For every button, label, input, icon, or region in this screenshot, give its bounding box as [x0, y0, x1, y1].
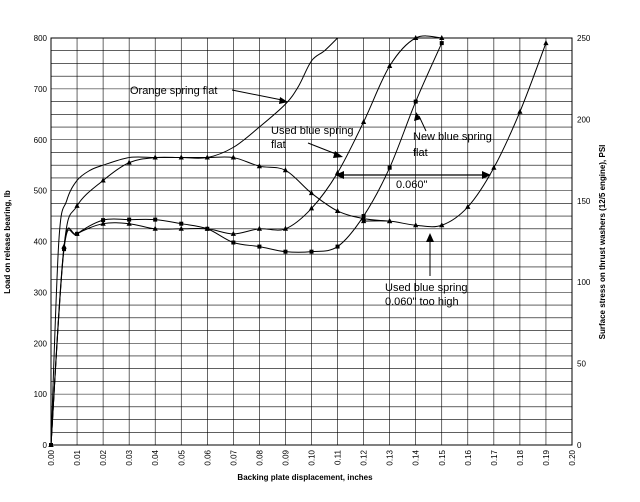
data-point-s3-4 [127, 218, 131, 222]
annotation-arrowhead-used-blue [333, 151, 343, 158]
y2-tick-label-3: 150 [577, 196, 591, 206]
y2-tick-label-1: 50 [577, 359, 586, 369]
annotation-arrowhead-new-blue [414, 112, 421, 121]
x-tick-label-14: 0.14 [411, 450, 421, 466]
x-tick-label-8: 0.08 [255, 450, 265, 466]
x-tick-label-19: 0.19 [541, 450, 551, 466]
x-tick-label-15: 0.15 [437, 450, 447, 466]
y-tick-label-6: 600 [33, 135, 47, 145]
data-point-s3-12 [336, 245, 340, 249]
annotation-new-blue-flat-line2: flat [413, 147, 428, 159]
series-line-2 [51, 36, 442, 445]
grid [51, 38, 572, 445]
data-point-s3-7 [205, 227, 209, 231]
annotation-used-blue-flat-line1: Used blue spring [271, 125, 354, 137]
data-point-s3-16 [440, 41, 444, 45]
x-tick-label-16: 0.16 [463, 450, 473, 466]
x-tick-label-7: 0.07 [229, 450, 239, 466]
x-tick-label-20: 0.20 [568, 450, 577, 466]
x-tick-label-13: 0.13 [385, 450, 395, 466]
data-point-s3-5 [153, 218, 157, 222]
data-point-s4-7 [543, 40, 548, 45]
data-point-s3-11 [310, 250, 314, 254]
series-line-1 [51, 157, 390, 445]
x-tick-label-11: 0.11 [333, 450, 343, 465]
x-tick-label-5: 0.05 [177, 450, 187, 466]
y2-tick-label-5: 250 [577, 34, 591, 43]
annotation-orange-spring-flat: Orange spring flat [130, 85, 218, 97]
data-point-s2-13 [361, 119, 366, 124]
data-point-s4-6 [517, 109, 522, 114]
y2-tick-label-4: 200 [577, 115, 591, 125]
y-tick-label-7: 700 [33, 84, 47, 94]
data-point-s3-3 [101, 218, 105, 222]
y-tick-label-2: 200 [33, 339, 47, 349]
y2-tick-label-0: 0 [577, 441, 582, 450]
annotation-used-blue-high-line2: 0.060" too high [385, 296, 459, 308]
data-point-s3-14 [388, 166, 392, 170]
y-tick-label-5: 500 [33, 186, 47, 196]
data-point-s3-13 [362, 214, 366, 218]
data-point-s3-10 [283, 250, 287, 254]
data-point-s3-15 [414, 100, 418, 104]
annotation-used-blue-flat-line2: flat [271, 139, 286, 151]
data-point-s3-1 [62, 247, 66, 251]
annotations [130, 85, 492, 308]
data-point-s3-9 [257, 245, 261, 249]
x-axis-title: Backing plate displacement, inches [237, 473, 373, 482]
x-tick-label-1: 0.01 [73, 450, 83, 466]
x-tick-label-2: 0.02 [99, 450, 109, 466]
x-tick-label-6: 0.06 [203, 450, 213, 466]
offset-dimension-label: 0.060" [396, 179, 428, 191]
x-tick-label-3: 0.03 [125, 450, 135, 466]
x-tick-label-18: 0.18 [515, 450, 525, 466]
x-tick-label-12: 0.12 [359, 450, 369, 466]
x-tick-label-10: 0.10 [307, 450, 317, 466]
annotation-arrowhead-used-blue-high [426, 233, 434, 242]
data-point-s3-8 [231, 241, 235, 245]
y-tick-label-8: 800 [33, 34, 47, 43]
series-line-3 [51, 43, 442, 445]
y-axis-title: Load on release bearing, lb [3, 190, 12, 294]
data-point-s3-0 [49, 443, 53, 447]
y-tick-label-4: 400 [33, 237, 47, 247]
y2-axis-title: Surface stress on thrust washers (12/5 engine), PSI [598, 144, 607, 340]
x-tick-label-0: 0.00 [47, 450, 56, 466]
y-tick-label-0: 0 [42, 441, 47, 450]
y-tick-label-1: 100 [33, 390, 47, 400]
x-tick-label-17: 0.17 [489, 450, 499, 466]
y-tick-label-3: 300 [33, 288, 47, 298]
data-point-s3-6 [179, 222, 183, 226]
annotation-new-blue-flat-line1: New blue spring [413, 131, 492, 143]
series-markers [48, 35, 548, 447]
annotation-arrow-orange-line [232, 90, 282, 100]
annotation-used-blue-high-line1: Used blue spring [385, 282, 468, 294]
series-curves [51, 36, 546, 445]
data-point-s3-2 [75, 232, 79, 236]
x-tick-label-4: 0.04 [151, 450, 161, 466]
x-tick-label-9: 0.09 [281, 450, 291, 466]
y2-tick-label-2: 100 [577, 278, 591, 288]
